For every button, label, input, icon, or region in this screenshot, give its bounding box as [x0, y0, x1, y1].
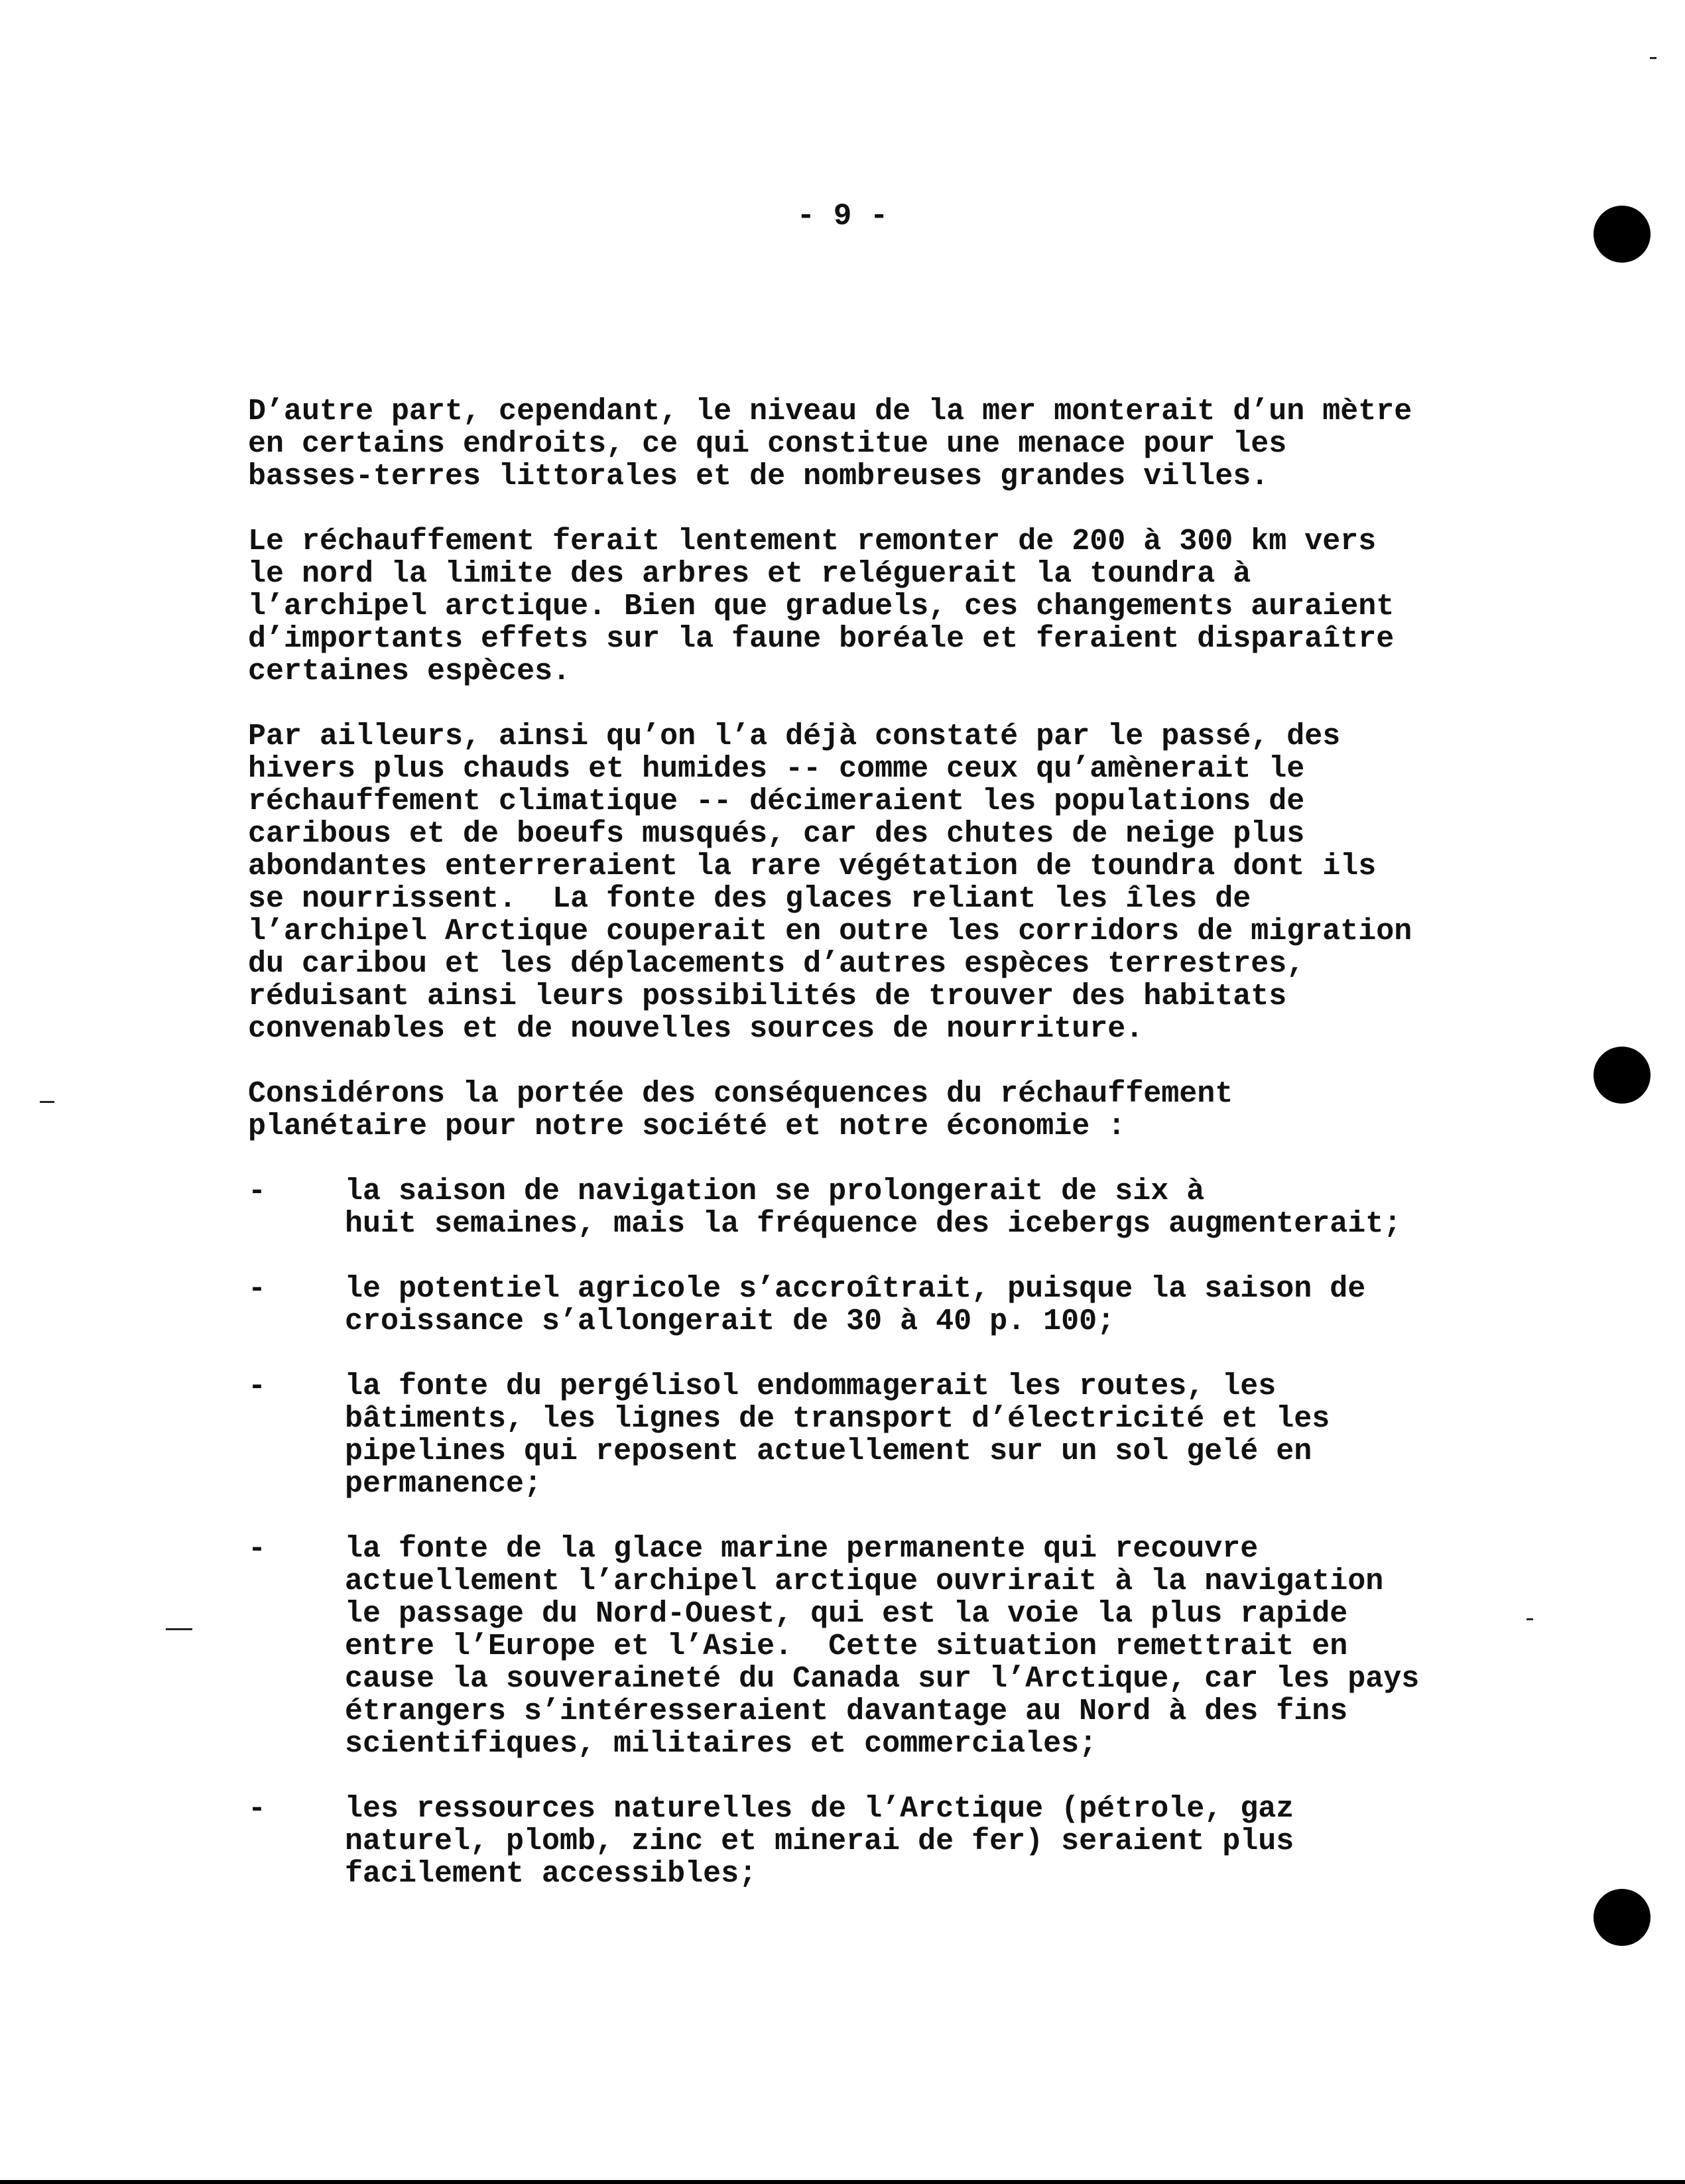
paragraph — [248, 1078, 1534, 1143]
paragraph — [248, 395, 1534, 493]
text-line: du caribou et les déplacements d’autres espèces terrestres, — [248, 947, 1305, 981]
bullet-text-line: scientifiques, militaires et commerciales; — [345, 1727, 1097, 1761]
document-body — [248, 395, 1534, 1923]
bullet-text-line: facilement accessibles; — [345, 1857, 757, 1891]
paragraph — [248, 720, 1534, 1045]
bullet-dash: - — [248, 1175, 267, 1208]
bullet-text-line: les ressources naturelles de l’Arctique (pétrole, gaz — [345, 1792, 1294, 1826]
bullet-text-line: étrangers s’intéresseraient davantage au Nord à des fins — [345, 1695, 1348, 1728]
bullet-text-line: croissance s’allongerait de 30 à 40 p. 100; — [345, 1305, 1115, 1338]
text-line: réchauffement climatique -- décimeraient les populations de — [248, 785, 1305, 818]
page-number: - 9 - — [796, 199, 889, 233]
punch-hole-middle — [1593, 1047, 1651, 1104]
page-bottom-edge — [0, 2180, 1685, 2184]
bullet-text-line: actuellement l’archipel arctique ouvrirait à la navigation — [345, 1565, 1384, 1598]
text-line: en certains endroits, ce qui constitue une menace pour les — [248, 427, 1287, 461]
text-line: se nourrissent. La fonte des glaces reliant les îles de — [248, 882, 1251, 916]
bullet-text-line: la fonte du pergélisol endommagerait les routes, les — [345, 1370, 1277, 1403]
bullet-dash: - — [248, 1532, 267, 1566]
bullet-text-line: huit semaines, mais la fréquence des icebergs augmenterait; — [345, 1207, 1402, 1241]
text-line: planétaire pour notre société et notre économie : — [248, 1110, 1126, 1143]
bullet-text-line: la fonte de la glace marine permanente qui recouvre — [345, 1532, 1259, 1566]
text-line: convenables et de nouvelles sources de nourriture. — [248, 1012, 1144, 1046]
text-line: Le réchauffement ferait lentement remonter de 200 à 300 km vers — [248, 525, 1377, 558]
text-line: l’archipel arctique. Bien que graduels, ces changements auraient — [248, 590, 1395, 623]
text-line: d’importants effets sur la faune boréale et feraient disparaître — [248, 622, 1395, 656]
text-line: le nord la limite des arbres et reléguerait la toundra à — [248, 557, 1251, 591]
punch-hole-bottom — [1593, 1889, 1651, 1946]
bullet-dash: - — [248, 1792, 267, 1826]
scan-speck — [1650, 57, 1656, 59]
text-line: hivers plus chauds et humides -- comme ceux qu’amènerait le — [248, 752, 1305, 786]
text-line: basses-terres littorales et de nombreuses grandes villes. — [248, 460, 1269, 493]
paragraph — [248, 525, 1534, 688]
bullet-item — [248, 1533, 1534, 1760]
text-line: l’archipel Arctique couperait en outre les corridors de migration — [248, 915, 1412, 948]
bullet-dash: - — [248, 1272, 267, 1306]
text-line: certaines espèces. — [248, 655, 571, 688]
bullet-text-line: le passage du Nord-Ouest, qui est la voie la plus rapide — [345, 1597, 1348, 1631]
bullet-text-line: la saison de navigation se prolongerait de six à — [345, 1175, 1205, 1208]
bullet-dash: - — [248, 1370, 267, 1403]
bullet-item — [248, 1370, 1534, 1500]
bullet-item — [248, 1175, 1534, 1240]
scan-speck — [1527, 1618, 1533, 1620]
text-line: Considérons la portée des conséquences du réchauffement — [248, 1077, 1233, 1111]
bullet-text-line: entre l’Europe et l’Asie. Cette situation remettrait en — [345, 1630, 1348, 1663]
bullet-text-line: le potentiel agricole s’accroîtrait, puisque la saison de — [345, 1272, 1366, 1306]
text-line: D’autre part, cependant, le niveau de la mer monterait d’un mètre — [248, 395, 1412, 428]
text-line: réduisant ainsi leurs possibilités de trouver des habitats — [248, 980, 1287, 1013]
text-line: abondantes enterreraient la rare végétation de toundra dont ils — [248, 850, 1377, 883]
punch-hole-top — [1593, 206, 1651, 263]
text-line: Par ailleurs, ainsi qu’on l’a déjà constaté par le passé, des — [248, 720, 1341, 753]
scan-speck — [166, 1628, 192, 1630]
scan-speck — [40, 1101, 54, 1103]
bullet-item — [248, 1273, 1534, 1338]
bullet-text-line: pipelines qui reposent actuellement sur un sol gelé en — [345, 1435, 1312, 1468]
bullet-item — [248, 1793, 1534, 1890]
bullet-text-line: permanence; — [345, 1467, 542, 1501]
text-line: caribous et de boeufs musqués, car des chutes de neige plus — [248, 817, 1305, 851]
bullet-text-line: naturel, plomb, zinc et minerai de fer) seraient plus — [345, 1825, 1294, 1858]
bullet-text-line: bâtiments, les lignes de transport d’électricité et les — [345, 1402, 1330, 1436]
bullet-text-line: cause la souveraineté du Canada sur l’Arctique, car les pays — [345, 1662, 1420, 1696]
